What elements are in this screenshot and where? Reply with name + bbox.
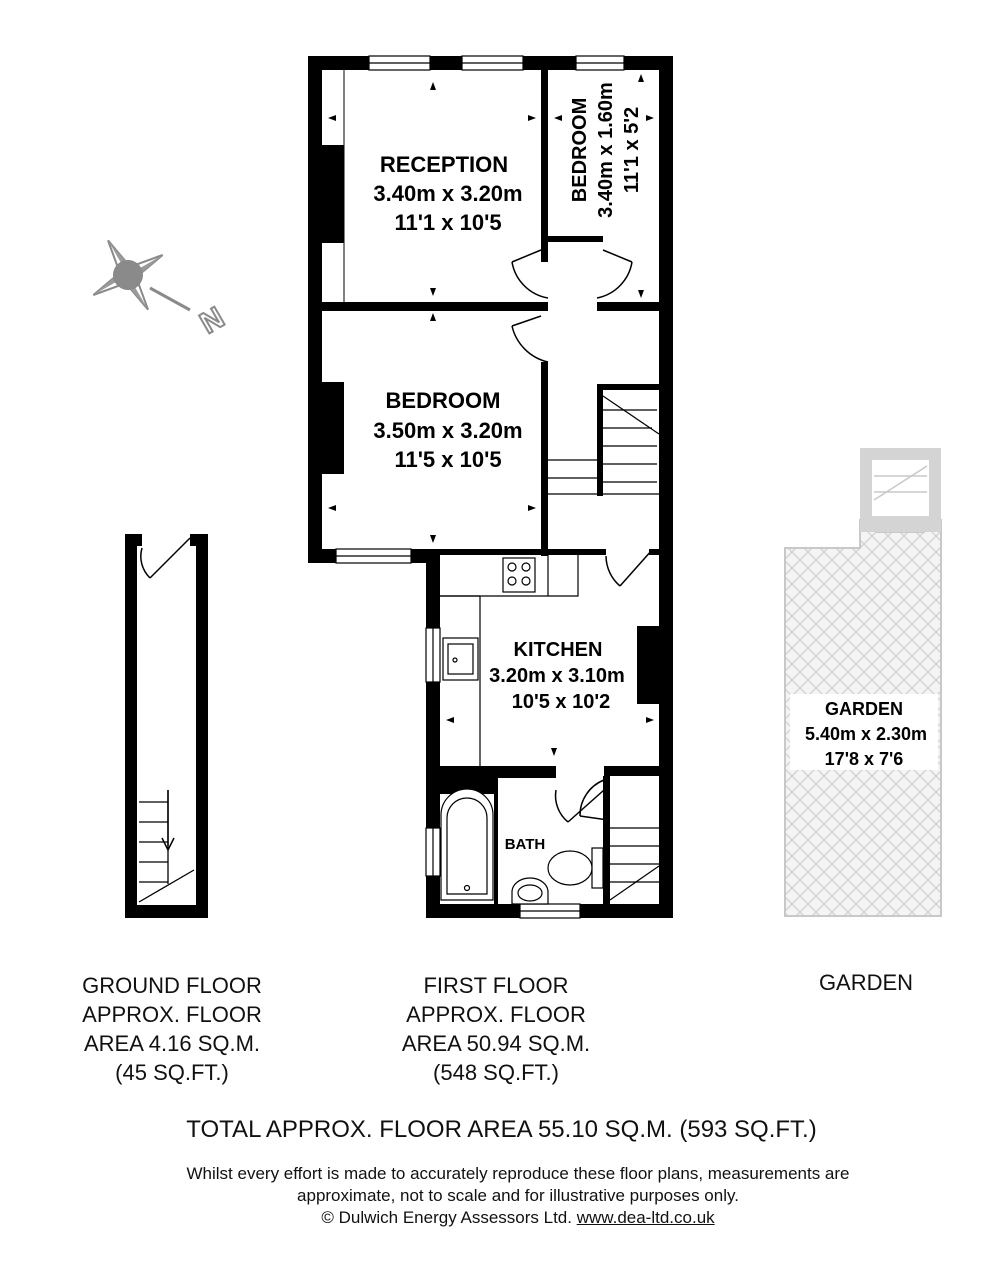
kitchen-imperial: 10'5 x 10'2 xyxy=(511,691,611,713)
wall-kitchen-top-left xyxy=(426,549,606,555)
bedroom-name: BEDROOM xyxy=(385,388,501,413)
wall-left-upper xyxy=(308,56,322,563)
wall-kitchen-bath-right xyxy=(604,766,659,776)
ground-floor-area-sqft: (45 SQ.FT.) xyxy=(115,1060,229,1085)
reception-metric: 3.40m x 3.20m xyxy=(373,181,523,206)
garden-floor-title: GARDEN xyxy=(818,970,914,995)
wall-bedroom-right xyxy=(541,362,548,556)
wall-stair-top xyxy=(597,384,659,390)
garden-plan xyxy=(785,448,941,916)
disclaimer xyxy=(0,1163,1003,1229)
hob-icon xyxy=(503,558,535,592)
chimney-breast-bedroom xyxy=(322,382,344,474)
bath-name: BATH xyxy=(504,836,546,853)
kitchen-sink-icon xyxy=(443,638,478,680)
doors xyxy=(512,250,652,822)
washbasin-icon xyxy=(512,878,548,904)
first-floor-area-sqft: (548 SQ.FT.) xyxy=(433,1060,559,1085)
ground-floor-title: GROUND FLOOR xyxy=(82,973,262,998)
first-floor-area-sqm: AREA 50.94 SQ.M. xyxy=(401,1031,591,1056)
bathtub-icon xyxy=(441,789,493,900)
first-floor-plan xyxy=(308,56,673,918)
wall-stair-left xyxy=(597,384,603,496)
copyright-text: © Dulwich Energy Assessors Ltd. xyxy=(321,1208,577,1227)
wall-reception-bottom-right xyxy=(597,302,659,311)
wall-kitchen-bath-left xyxy=(440,766,556,778)
kitchen-name: KITCHEN xyxy=(513,639,603,661)
garden-metric: 5.40m x 2.30m xyxy=(804,724,928,744)
bedroom-metric: 3.50m x 3.20m xyxy=(373,418,523,443)
ground-floor-hall xyxy=(137,546,196,905)
wall-reception-bottom-left xyxy=(322,302,548,311)
wall-small-bedroom-bottom xyxy=(548,236,603,242)
compass-rose-icon xyxy=(73,220,182,329)
compass-north-label: N xyxy=(194,300,230,341)
ground-floor-label xyxy=(52,971,292,1087)
first-floor-label xyxy=(376,971,616,1087)
small-bedroom-metric: 3.40m x 1.60m xyxy=(595,82,617,218)
ground-floor-area-sqm: AREA 4.16 SQ.M. xyxy=(83,1031,261,1056)
wall-bath-divider xyxy=(494,778,498,904)
disclaimer-line-1: Whilst every effort is made to accurately reproduce these floor plans, measurements are xyxy=(186,1164,850,1183)
small-bedroom-imperial: 11'1 x 5'2 xyxy=(621,106,643,194)
small-bedroom-name: BEDROOM xyxy=(569,97,591,203)
bedroom-imperial: 11'5 x 10'5 xyxy=(394,447,502,472)
chimney-breast-kitchen xyxy=(637,626,659,704)
wall-bath-right xyxy=(603,776,610,906)
garden-floor-label xyxy=(786,968,946,997)
garden-name: GARDEN xyxy=(824,699,904,719)
total-floor-area: TOTAL APPROX. FLOOR AREA 55.10 SQ.M. (593 SQ.FT.) xyxy=(186,1116,817,1143)
reception-name: RECEPTION xyxy=(379,152,509,177)
first-floor-title: FIRST FLOOR xyxy=(423,973,569,998)
toilet-icon xyxy=(548,848,603,888)
disclaimer-line-2: approximate, not to scale and for illustrative purposes only. xyxy=(297,1186,739,1205)
first-floor-area-caption: APPROX. FLOOR xyxy=(406,1002,586,1027)
wall-right xyxy=(659,56,673,918)
compass-north-pointer xyxy=(150,288,190,310)
reception-imperial: 11'1 x 10'5 xyxy=(394,210,502,235)
garden-imperial: 17'8 x 7'6 xyxy=(824,749,904,769)
compass xyxy=(73,220,230,340)
garden-outbuilding-inner xyxy=(872,460,929,516)
ground-floor-area-caption: APPROX. FLOOR xyxy=(82,1002,262,1027)
chimney-breast-reception xyxy=(322,145,344,243)
company-website-link[interactable]: www.dea-ltd.co.uk xyxy=(576,1208,715,1227)
kitchen-metric: 3.20m x 3.10m xyxy=(489,665,625,687)
disclaimer-line-3 xyxy=(0,1207,1003,1229)
ground-floor-plan xyxy=(125,530,208,918)
